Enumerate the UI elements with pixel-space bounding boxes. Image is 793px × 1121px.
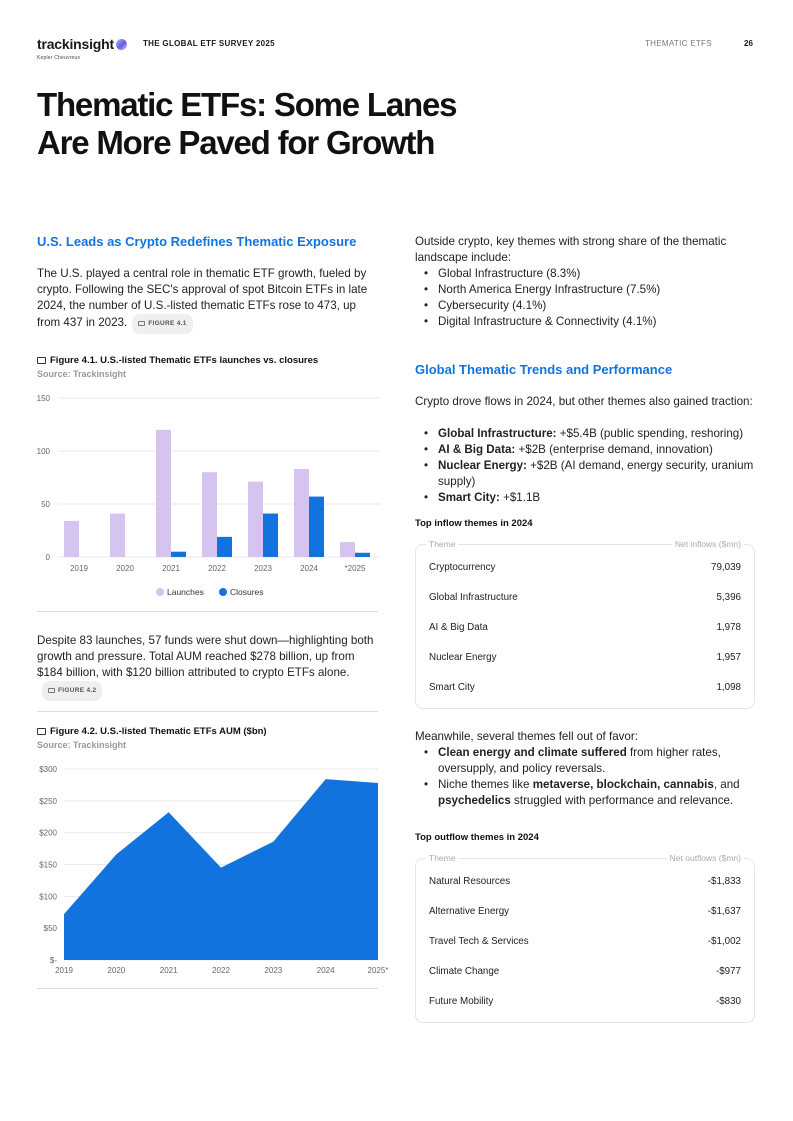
aum-area	[64, 779, 378, 960]
list-item: • North America Energy Infrastructure (7.5%)	[415, 282, 760, 298]
x-tick-label: 2019	[55, 966, 73, 975]
table-header	[426, 853, 744, 865]
x-tick-label: 2020	[116, 564, 134, 573]
y-tick-label: $100	[39, 892, 57, 902]
column-header-theme: Theme	[426, 539, 458, 551]
paragraph-outside-crypto: Outside crypto, key themes with strong share of the thematic landscape include:	[415, 235, 727, 264]
legend-label-launches: Launches	[167, 587, 204, 597]
theme-cell: AI & Big Data	[429, 622, 488, 633]
trend-detail: +$5.4B (public spending, reshoring)	[556, 427, 744, 440]
figure-ref-label: FIGURE 4.2	[58, 687, 97, 694]
table-row	[429, 652, 741, 666]
detail-text: from higher rates, oversupply, and policy reversals.	[438, 746, 721, 775]
theme-cell: Nuclear Energy	[429, 652, 497, 663]
value-cell: 1,957	[716, 652, 741, 663]
value-cell: 1,978	[716, 622, 741, 633]
list-item: • Global Infrastructure (8.3%)	[415, 266, 760, 282]
figure-4-1-source: Source: Trackinsight	[37, 369, 127, 379]
outflow-table-title: Top outflow themes in 2024	[415, 832, 539, 843]
y-tick-label: $50	[43, 924, 57, 934]
table-row	[429, 966, 741, 980]
x-tick-label: 2020	[107, 966, 126, 975]
detail-text: Niche themes like	[438, 778, 533, 791]
trends-list	[415, 426, 760, 506]
paragraph-us-growth	[37, 266, 382, 334]
trend-name: Global Infrastructure:	[438, 427, 557, 440]
figure-icon	[48, 688, 55, 693]
detail-text: , and	[713, 778, 740, 791]
theme-cell: Future Mobility	[429, 996, 494, 1007]
trend-detail: +$2B (enterprise demand, innovation)	[515, 443, 713, 456]
aum-area-chart	[30, 760, 389, 980]
y-tick-label: 0	[45, 553, 50, 562]
value-cell: 79,039	[711, 562, 741, 573]
bar-closures-2025	[355, 553, 370, 557]
paragraph-us-growth-text: The U.S. played a central role in thematic ETF growth, fueled by crypto. Following the SEC's approval of spot Bitcoin ETFs in late 2024, the number of U.S.-listed thematic ETFs rose to 473, up from 437 in 2023.	[37, 267, 368, 329]
y-tick-label: 100	[36, 447, 50, 456]
trend-name: Smart City:	[438, 491, 500, 504]
chart-icon	[37, 728, 46, 735]
x-tick-label: 2023	[264, 966, 283, 975]
launches-closures-chart	[30, 390, 382, 605]
inflow-table	[415, 539, 755, 709]
bar-launches-2020	[110, 514, 125, 557]
inflow-table-title: Top inflow themes in 2024	[415, 518, 533, 529]
bold-text: Clean energy and climate suffered	[438, 746, 627, 759]
bar-launches-2021	[156, 430, 171, 557]
trend-name: AI & Big Data:	[438, 443, 516, 456]
paragraph-launches-aum-text: Despite 83 launches, 57 funds were shut down—highlighting both growth and pressure. Total AUM reached $278 billion, up from $184 billion, with $120 billion attributed to crypto ETFs alone.	[37, 634, 374, 679]
column-header-theme: Theme	[426, 853, 458, 865]
figure-4-2-title	[37, 726, 267, 737]
page-number: 26	[744, 39, 753, 48]
x-tick-label: *2025	[344, 564, 366, 573]
page-title-line1: Thematic ETFs: Some Lanes	[37, 86, 457, 123]
value-cell: -$1,833	[707, 876, 741, 887]
theme-cell: Climate Change	[429, 966, 500, 977]
outflow-table	[415, 853, 755, 1023]
section-heading-global-trends: Global Thematic Trends and Performance	[415, 362, 673, 377]
logo-icon	[116, 39, 127, 50]
figure-4-1-title	[37, 355, 318, 366]
theme-cell: Natural Resources	[429, 876, 511, 887]
bar-closures-2021	[171, 552, 186, 557]
page-title-line2: Are More Paved for Growth	[37, 124, 435, 161]
list-item	[415, 490, 760, 506]
bar-launches-2025	[340, 542, 355, 557]
table-row	[429, 906, 741, 920]
list-item	[415, 442, 760, 458]
x-tick-label: 2022	[208, 564, 226, 573]
bold-text: psychedelics	[438, 794, 511, 807]
list-item	[415, 426, 760, 442]
table-row	[429, 936, 741, 950]
bar-closures-2024	[309, 497, 324, 557]
x-tick-label: 2022	[212, 966, 230, 975]
list-item	[415, 777, 760, 809]
detail-text: struggled with performance and relevance.	[510, 794, 734, 807]
legend-swatch-launches	[156, 588, 164, 596]
value-cell: -$977	[715, 966, 741, 977]
table-row	[429, 562, 741, 576]
column-header-value: Net inflows ($mn)	[672, 539, 744, 551]
table-row	[429, 682, 741, 696]
value-cell: 1,098	[716, 682, 741, 693]
list-item: • Digital Infrastructure & Connectivity (4.1%)	[415, 314, 760, 330]
table-row	[429, 622, 741, 636]
bar-closures-2022	[217, 537, 232, 557]
trend-detail: +$1.1B	[499, 491, 541, 504]
bar-closures-2023	[263, 514, 278, 557]
chart-icon	[37, 357, 46, 364]
y-tick-label: $-	[49, 956, 57, 965]
trend-name: Nuclear Energy:	[438, 459, 527, 472]
value-cell: 5,396	[716, 592, 741, 603]
table-row	[429, 996, 741, 1010]
x-tick-label: 2024	[316, 966, 335, 975]
divider	[37, 988, 378, 989]
value-cell: -$830	[715, 996, 741, 1007]
y-tick-label: $150	[39, 860, 57, 870]
legend-label-closures: Closures	[230, 587, 264, 597]
theme-cell: Cryptocurrency	[429, 562, 496, 573]
value-cell: -$1,637	[707, 906, 741, 917]
section-name: THEMATIC ETFS	[645, 39, 712, 48]
theme-cell: Global Infrastructure	[429, 592, 518, 603]
survey-title: THE GLOBAL ETF SURVEY 2025	[143, 39, 275, 48]
list-item: • Cybersecurity (4.1%)	[415, 298, 760, 314]
theme-cell: Travel Tech & Services	[429, 936, 529, 947]
bar-launches-2019	[64, 521, 79, 557]
bar-launches-2023	[248, 482, 263, 557]
divider	[37, 711, 378, 712]
value-cell: -$1,002	[707, 936, 741, 947]
x-tick-label: 2023	[254, 564, 272, 573]
x-tick-label: 2025*	[367, 966, 389, 975]
figure-ref-chip[interactable]	[132, 314, 192, 334]
table-row	[429, 592, 741, 606]
page-title	[37, 86, 537, 162]
logo	[37, 36, 127, 61]
y-tick-label: 150	[36, 394, 50, 403]
themes-list	[415, 266, 760, 330]
y-tick-label: $300	[39, 765, 57, 774]
paragraph-crypto-flows: Crypto drove flows in 2024, but other themes also gained traction:	[415, 395, 753, 408]
y-tick-label: 50	[41, 500, 50, 509]
y-tick-label: $250	[39, 796, 57, 806]
x-tick-label: 2024	[300, 564, 318, 573]
figure-4-1-title-text: Figure 4.1. U.S.-listed Thematic ETFs launches vs. closures	[50, 355, 319, 366]
legend-swatch-closures	[219, 588, 227, 596]
fell-out-list	[415, 745, 760, 809]
figure-4-2-title-text: Figure 4.2. U.S.-listed Thematic ETFs AUM ($bn)	[50, 726, 267, 737]
logo-text: trackinsight	[37, 36, 114, 52]
table-row	[429, 876, 741, 890]
table-header	[426, 539, 744, 551]
x-tick-label: 2021	[162, 564, 180, 573]
divider	[37, 611, 378, 612]
theme-cell: Smart City	[429, 682, 475, 693]
theme-cell: Alternative Energy	[429, 906, 510, 917]
column-header-value: Net outflows ($mn)	[667, 853, 744, 865]
figure-ref-label: FIGURE 4.1	[148, 320, 187, 327]
bar-launches-2022	[202, 472, 217, 557]
figure-4-2-source: Source: Trackinsight	[37, 740, 127, 750]
y-tick-label: $200	[39, 828, 57, 838]
list-item	[415, 458, 760, 490]
x-tick-label: 2019	[70, 564, 88, 573]
figure-ref-chip[interactable]	[42, 681, 102, 701]
list-item	[415, 745, 760, 777]
paragraph-fell-out: Meanwhile, several themes fell out of favor:	[415, 730, 638, 743]
figure-icon	[138, 321, 145, 326]
paragraph-launches-aum	[37, 633, 382, 701]
trend-detail: +$2B (AI demand, energy security, uranium supply)	[438, 459, 754, 488]
logo-subtitle: Kepler Cheuvreux	[37, 55, 81, 61]
bold-text: metaverse, blockchain, cannabis	[532, 778, 714, 791]
bar-launches-2024	[294, 469, 309, 557]
section-heading-us-leads: U.S. Leads as Crypto Redefines Thematic Exposure	[37, 234, 357, 249]
x-tick-label: 2021	[159, 966, 178, 975]
